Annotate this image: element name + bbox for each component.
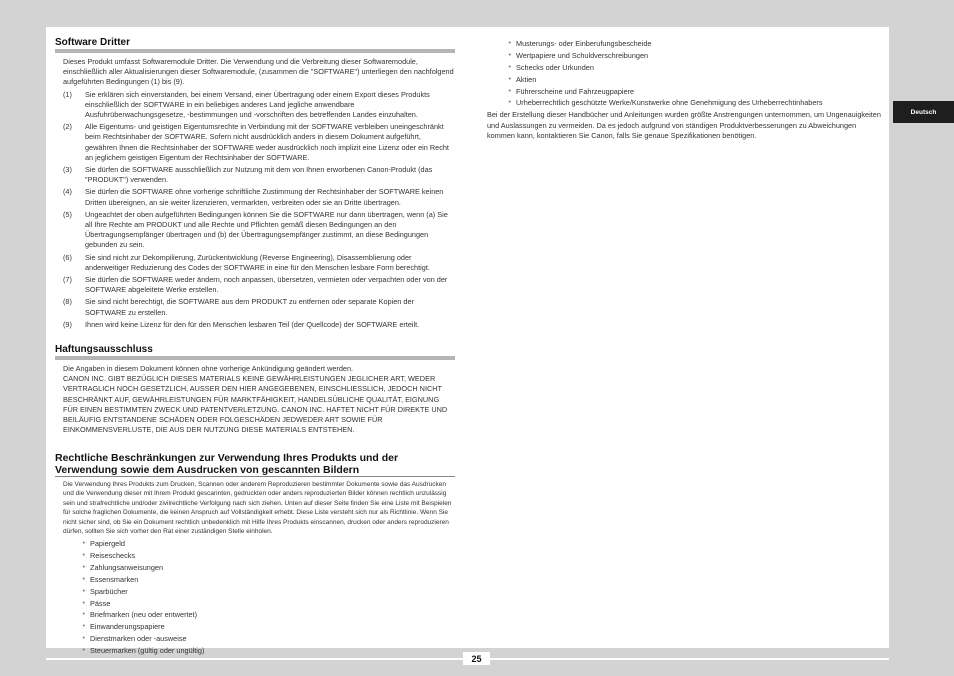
item-number: (9) [63,319,72,329]
legal-examples-list [55,539,455,656]
spacer [55,436,455,452]
bullet-icon: • [508,87,511,95]
legal-examples-list-continued [487,39,885,109]
bullet-icon: • [82,563,85,571]
item-text: Reiseschecks [90,550,136,560]
spacer [55,332,455,344]
software-conditions-list [55,90,455,330]
legal-body: Die Verwendung Ihres Produkts zum Drucken, Scannen oder anderem Reproduzieren bestimmter Dokumente sowie das Ausdrucken und die Verwendung dieser mit Ihrem Produkt gescannten, gedruckten oder anders reproduzierten Bilder können rechtlich unzulässig sein und strafrechtliche und/oder zivilrechtliche Verfolgung nach sich ziehen. Unten auf dieser Seite finden Sie eine Liste mit Beispielen für solche fraglichen Dokumente, die keinen Anspruch auf Vollständigkeit erhebt. Diese Liste versteht sich nur als Richtlinie. Wenn Sie nicht sicher sind, ob Sie ein Dokument rechtlich unbedenklich mit Hilfe Ihres Produkts einscannen, drucken oder anders reproduzieren dürfen, sollten Sie sich vorher den Rat einer zuständigen Stelle einholen. [63,480,452,536]
item-text: Pässe [90,598,111,608]
bullet-icon: • [82,587,85,595]
list-item [55,575,455,585]
bullet-icon: • [508,75,511,83]
bullet-icon: • [508,51,511,59]
list-item [55,165,455,185]
list-item [487,63,885,73]
item-text: Einwanderungspapiere [90,622,165,632]
bullet-icon: • [82,540,85,548]
heading-rule [55,476,455,477]
bullet-icon: • [82,599,85,607]
item-text: Dienstmarken oder -ausweise [90,634,187,644]
item-number: (7) [63,275,72,285]
item-number: (4) [63,187,72,197]
item-number: (2) [63,122,72,132]
list-item [55,634,455,644]
document-page [46,27,889,656]
item-text: Urheberrechtlich geschützte Werke/Kunstwerke ohne Genehmigung des Urheberrechtinhabers [516,98,823,108]
item-text: Sie sind nicht zur Dekompilierung, Zurückentwicklung (Reverse Engineering), Disassemblierung oder anderweitiger Reduzierung des Codes der SOFTWARE in eine für den Menschen lesbare Form berechtigt. [85,252,430,272]
heading-software-dritter: Software Dritter [55,37,131,48]
list-item [55,551,455,561]
software-intro: Dieses Produkt umfasst Softwaremodule Dritter. Die Verwendung und die Verbreitung dieser Softwaremodule, einschließlich aller Aktualisierungen dieser Softwaremodule, (zusammen die "SOFTWARE") unterliegen den nachfolgend aufgeführten Bedingungen (1) bis (9). [63,57,454,87]
language-tab-deutsch[interactable]: Deutsch [893,101,954,123]
list-item [55,610,455,620]
accuracy-note: Bei der Erstellung dieser Handbücher und Anleitungen wurden größte Anstrengungen unternommen, um Ungenauigkeiten und Auslassungen zu vermeiden. Da es jedoch aufgrund von ständigen Produktverbesserungen zu Abweichungen kommen kann, kontaktieren Sie Canon, falls Sie genaue Spezifikationen benötigen. [487,110,881,140]
heading-rechtliche-beschraenkungen [55,452,455,476]
page-number: 25 [463,652,490,665]
bullet-icon: • [508,40,511,47]
disclaimer-line: Die Angaben in diesem Dokument können ohne vorherige Ankündigung geändert werden. [63,364,354,374]
bullet-icon: • [82,647,85,655]
item-text: Musterungs- oder Einberufungsbescheide [516,39,652,48]
list-item [55,599,455,609]
list-item [55,275,455,295]
list-item [55,320,455,330]
bullet-icon: • [82,635,85,643]
bullet-icon: • [82,575,85,583]
list-item [487,51,885,61]
item-text: Briefmarken (neu oder entwertet) [90,610,198,620]
item-text: Steuermarken (gültig oder ungültig) [90,646,205,656]
heading-rule [55,49,455,53]
list-item [55,253,455,273]
item-text: Sparbücher [90,586,128,596]
item-text: Sie sind nicht berechtigt, die SOFTWARE aus dem PRODUKT zu entfernen oder separate Kopien der SOFTWARE zu erstellen. [85,297,414,317]
item-text: Essensmarken [90,574,139,584]
bullet-icon: • [508,63,511,71]
item-number: (5) [63,209,72,219]
bullet-icon: • [508,99,511,107]
item-text: Papiergeld [90,539,125,549]
item-text: Ihnen wird keine Lizenz für den für den Menschen lesbaren Teil (der Quellcode) der SOFTWARE erteilt. [85,319,420,329]
list-item [487,39,885,49]
list-item [55,587,455,597]
item-text: Sie erklären sich einverstanden, bei einem Versand, einer Übertragung oder einem Export dieses Produkts einschließlich der SOFTWARE in ein beliebiges anderes Land jegliche anwendbare Ausfuhrüberwachungsgesetze, -bestimmungen und -vorschriften des betreffenden Landes einzuhalten. [85,89,430,120]
bullet-icon: • [82,611,85,619]
item-number: (3) [63,165,72,175]
list-item [55,563,455,573]
item-text: Sie dürfen die SOFTWARE ohne vorherige schriftliche Zustimmung der Rechtsinhaber der SOFTWARE keinen Dritten übereignen, an sie weiter lizenzieren, vermarkten, verbreiten oder sie an Dritte übertragen. [85,187,444,207]
item-number: (6) [63,252,72,262]
item-number: (1) [63,89,72,99]
list-item [55,646,455,656]
item-text: Sie dürfen die SOFTWARE weder ändern, noch anpassen, übersetzen, vermieten oder verpachten oder von der SOFTWARE abgeleitete Werke erstellen. [85,275,448,295]
bullet-icon: • [82,551,85,559]
left-column [55,37,455,658]
list-item [487,75,885,85]
list-item [55,90,455,121]
heading-haftungsausschluss: Haftungsausschluss [55,344,153,356]
list-item [55,187,455,207]
item-text: Alle Eigentums- und geistigen Eigentumsrechte in Verbindung mit der SOFTWARE verbleiben uneingeschränkt beim Rechtsinhaber der SOFTWARE. Sofern nicht ausdrücklich anders in diesem Dokument aufgeführt, gewähren Ihnen die Rechtsinhaber der SOFTWARE weder ausdrücklich noch implizit eine Lizenz oder ein Recht an jeglichem geistigen Eigentum der Rechtsinhaber der SOFTWARE. [85,122,449,162]
list-item [55,297,455,317]
list-item [55,622,455,632]
disclaimer-body: CANON INC. GIBT BEZÜGLICH DIESES MATERIALS KEINE GEWÄHRLEISTUNGEN JEGLICHER ART, WEDER VERTRAGLICH NOCH GESETZLICH, AUSSER DEN HIER ANGEGEBENEN, EINSCHLIESSLICH, JEDOCH NICHT BESCHRÄNKT AUF, GEWÄHRLEISTUNGEN FÜR MARKTFÄHIGKEIT, HANDELSÜBLICHE QUALITÄT, EIGNUNG FÜR EINEN BESTIMMTEN ZWECK UND PATENTVERLETZUNG. CANON INC. HAFTET NICHT FÜR DIREKTE UND BEILÄUFIG ENTSTANDENE SCHÄDEN ODER FOLGESCHÄDEN JEDWEDER ART SOWIE FÜR EINKOMMENSVERLUSTE, DIE AUS DER NUTZUNG DIESE MATERIALS ENTSTEHEN. [63,374,448,435]
list-item [487,87,885,97]
item-text: Zahlungsanweisungen [90,562,164,572]
item-text: Sie dürfen die SOFTWARE ausschließlich zur Nutzung mit dem von Ihnen erworbenen Canon-Produkt (das "PRODUKT") verwenden. [85,165,433,185]
item-text: Wertpapiere und Schuldverschreibungen [516,50,649,60]
item-text: Aktien [516,74,537,84]
list-item [55,122,455,163]
heading-line: Verwendung sowie dem Ausdrucken von gescannten Bildern [55,463,360,476]
list-item [55,539,455,549]
item-text: Schecks oder Urkunden [516,62,594,72]
list-item [487,98,885,108]
list-item [55,210,455,251]
right-column [487,37,885,141]
item-number: (8) [63,297,72,307]
heading-line: Rechtliche Beschränkungen zur Verwendung Ihres Produkts und der [55,451,399,464]
item-text: Ungeachtet der oben aufgeführten Bedingungen können Sie die SOFTWARE nur dann übertragen, wenn (a) Sie all Ihre Rechte am PRODUKT und alle Rechte und Pflichten gemäß diesen Bedingungen an den Übertragungsempfänger übertragen und (b) der Übertragungsempfänger zustimmt, an diese Bedingungen gebunden zu sein. [85,209,448,250]
bullet-icon: • [82,623,85,631]
item-text: Führerscheine und Fahrzeugpapiere [516,86,635,96]
heading-rule [55,356,455,360]
